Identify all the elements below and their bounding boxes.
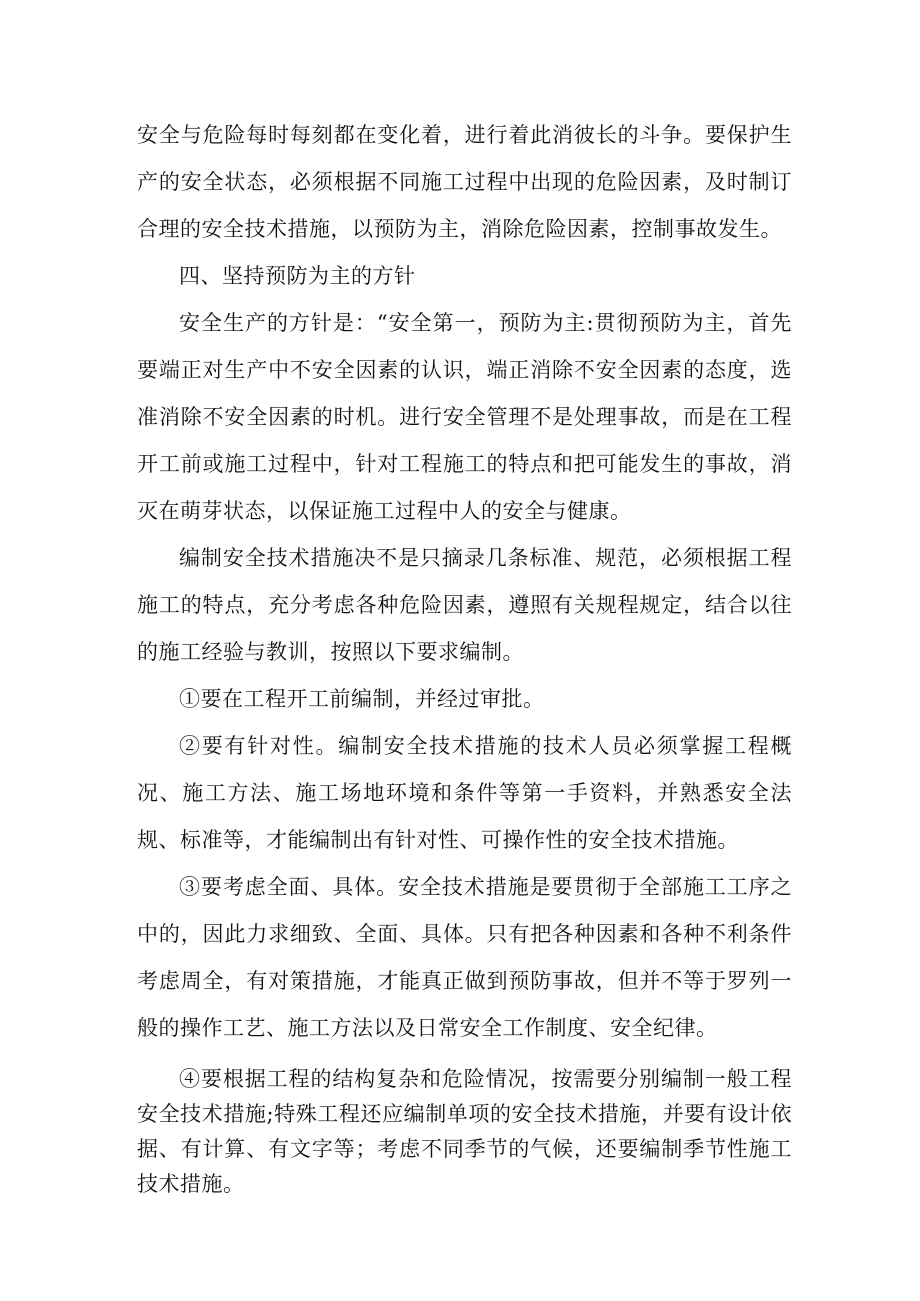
list-item-4: ④要根据工程的结构复杂和危险情况，按需要分别编制一般工程安全技术措施;特殊工程还应编制单项的安全技术措施，并要有设计依据、有计算、有文字等；考虑不同季节的气候，还要编制季节性施工技术措施。: [137, 1067, 792, 1196]
list-item-1: ①要在工程开工前编制，并经过审批。: [179, 687, 545, 711]
paragraph-safety-policy: 安全生产的方针是：“安全第一，预防为主:贯彻预防为主，首先要端正对生产中不安全因素的认识，端正消除不安全因素的态度，选准消除不安全因素的时机。进行安全管理不是处理事故，而是在工程开工前或施工过程中，针对工程施工的特点和把可能发生的事故，消灭在萌芽状态，以保证施工过程中人的安全与健康。: [137, 311, 792, 523]
section-heading-prevention: 四、坚持预防为主的方针: [179, 264, 416, 288]
document-body: [137, 112, 792, 1202]
list-item-3: ③要考虑全面、具体。安全技术措施是要贯彻于全部施工工序之中的，因此力求细致、全面、具体。只有把各种因素和各种不利条件考虑周全，有对策措施，才能真正做到预防事故，但并不等于罗列一般的操作工艺、施工方法以及日常安全工作制度、安全纪律。: [137, 875, 792, 1040]
paragraph-safety-danger: 安全与危险每时每刻都在变化着，进行着此消彼长的斗争。要保护生产的安全状态，必须根据不同施工过程中出现的危险因素，及时制订合理的安全技术措施，以预防为主，消除危险因素，控制事故发生。: [137, 123, 792, 241]
paragraph-compile-measures: 编制安全技术措施决不是只摘录几条标准、规范，必须根据工程施工的特点，充分考虑各种危险因素，遵照有关规程规定，结合以往的施工经验与教训，按照以下要求编制。: [137, 546, 792, 664]
list-item-2: ②要有针对性。编制安全技术措施的技术人员必须掌握工程概况、施工方法、施工场地环境和条件等第一手资料，并熟悉安全法规、标准等，才能编制出有针对性、可操作性的安全技术措施。: [137, 734, 792, 852]
